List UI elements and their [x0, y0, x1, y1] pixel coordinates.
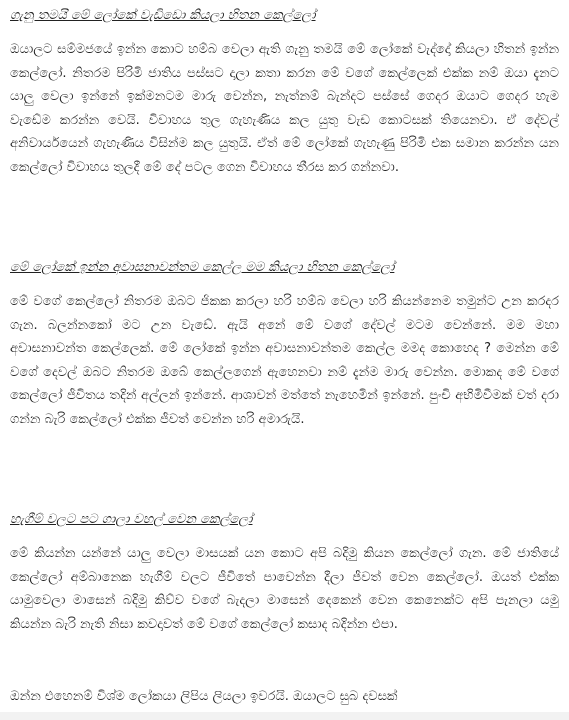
horizontal-scrollbar[interactable]	[0, 712, 569, 720]
section-3-paragraph: මේ කියන්න යන්නේ යාලු වෙලා මාසයක් යන කොට අපි බදිමු කියන කෙල්ලෝ ගැන. මේ ජාතියේ කෙල්ලෝ අම්බානෙක හැගීම් වලට ජීවිතේ පාවෙන්න දීලා ජීවත් වෙන කෙල්ලෝ. ඔයත් එක්ක යාමුවෙලා මාසෙන් බදිමු කිව්ව වගේ බැදලා මාසෙන් දෙකෙන් වෙන කෙනෙක්ට අපි පැනලා යමු කියන්න බැරි නැති නිසා කවදාවත් මේ වගේ කෙල්ලෝ කසාද බදින්න එපා.	[10, 546, 559, 632]
section-2-paragraph: මේ වගේ කෙල්ලෝ නිතරම ඔබට ජිකක කරලා හරි හම්බ වෙලා හරි කියන්නෙම තමුන්ට උන කරදර ගැන. බලන්නකෝ මට උන වැඩේ. ඇයි අනේ මේ වගේ දේවල් මටම වෙන්නේ. මම මහා අවාසනාවන්ත කෙල්ලෙක්. මේ ලෝකේ ඉන්න අවාසනාවන්තම කෙල්ල මමද කොහෙද ? මෙන්න මේ වගේ දෙවල් ඔබට නිතරම ඔබේ කෙල්ලගෙන් ඇහෙනවා නම් දැන්ම මාරු වෙන්න. මොකද මේ වගේ කෙල්ලෝ ජීවිතය තදින් අල්ලන් ඉන්නේ. ආශාවන් මත්තේ නැහෙමින් ඉන්නේ. පුංචි අභිමිවීමක් වත් දරා ගන්න බැරි කෙල්ලෝ එක්ක ජීවත් වෙන්න හරි අමාරුයි.	[10, 294, 559, 427]
section-1-paragraph: ඔයාලට සම්මජයේ ඉන්න කොට හම්බ වෙලා ඇති ගැනු තමයි මේ ලෝකේ වැද්දෝ කියලා හිතන් ඉන්න කෙල්ලෝ. නිතරම පිරිමි ජාතිය පස්සට දාලා කතා කරන මේ වගේ කෙල්ලෙක් එක්ක නම් ඔයා දැනට යාලු වෙලා ඉන්නේ ඉක්මනටම මාරු වෙන්න, නැත්නම් බැන්දට පස්සේ ගෙදර ඔයාට ගෙදර හැම වැඩේම කරන්න වෙයි. විවාහය තුල ගැහැණිය කල යුතු වැඩ කොටසක් තියෙනවා. ඒ දේවල් අනිවාර්යයෙන් ගැහැණිය විසින්ම කල යුතුයි. ඒත් මේ ලෝකේ ගැහැණු පිරිමි එක සමාන කරන්න යන කෙල්ලෝ විවාහය තුලදී මේ දේ පටල ගෙන විවාහය තීරස කර ගන්නවා.	[10, 42, 559, 175]
section-heading-3: හැගීම් වලට පට ගාලා වහල් වෙන කෙල්ලෝ	[10, 512, 253, 527]
section-heading-2: මේ ලෝකේ ඉන්න අවාසනාවන්තම කෙල්ල මම කියලා හිතන කෙල්ලෝ	[10, 260, 395, 275]
closing-paragraph: ඔන්න එහෙනම් විශ්ම ලෝකයා ලිපිය ලියලා ඉවරයි. ඔයාලට සුබ දවසක්	[10, 689, 398, 704]
section-heading-1: ගැනු තමයි මේ ලෝකේ වැඩිඩො කියලා හිතන කෙල්ලෝ	[10, 8, 316, 23]
